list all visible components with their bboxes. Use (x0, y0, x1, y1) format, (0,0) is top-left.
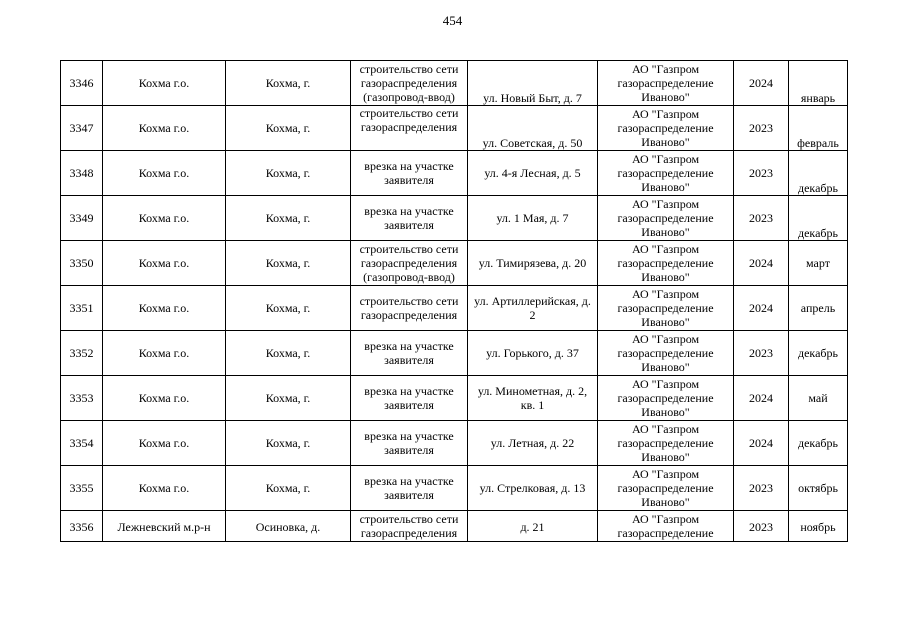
address-cell: ул. 1 Мая, д. 7 (468, 196, 598, 241)
year-cell: 2024 (734, 61, 789, 106)
address-cell: ул. 4-я Лесная, д. 5 (468, 151, 598, 196)
district-cell: Лежневский м.р-н (103, 511, 226, 542)
district-cell: Кохма г.о. (103, 196, 226, 241)
organization-cell: АО "Газпром газораспределение Иваново" (598, 376, 734, 421)
month-cell: январь (789, 61, 848, 106)
locality-cell: Кохма, г. (226, 106, 351, 151)
year-cell: 2023 (734, 196, 789, 241)
locality-cell: Кохма, г. (226, 376, 351, 421)
organization-cell: АО "Газпром газораспределение (598, 511, 734, 542)
district-cell: Кохма г.о. (103, 241, 226, 286)
row-number: 3346 (61, 61, 103, 106)
organization-cell: АО "Газпром газораспределение Иваново" (598, 331, 734, 376)
table-row (61, 331, 848, 376)
year-cell: 2023 (734, 331, 789, 376)
table-row (61, 376, 848, 421)
month-cell: декабрь (789, 151, 848, 196)
address-cell: ул. Артиллерийская, д. 2 (468, 286, 598, 331)
gas-distribution-table (60, 60, 848, 542)
year-cell: 2024 (734, 286, 789, 331)
year-cell: 2024 (734, 241, 789, 286)
address-cell: ул. Стрелковая, д. 13 (468, 466, 598, 511)
address-cell: ул. Минометная, д. 2, кв. 1 (468, 376, 598, 421)
district-cell: Кохма г.о. (103, 286, 226, 331)
district-cell: Кохма г.о. (103, 331, 226, 376)
year-cell: 2024 (734, 376, 789, 421)
month-cell: апрель (789, 286, 848, 331)
work-type-cell: врезка на участке заявителя (351, 466, 468, 511)
district-cell: Кохма г.о. (103, 106, 226, 151)
row-number: 3349 (61, 196, 103, 241)
row-number: 3356 (61, 511, 103, 542)
row-number: 3351 (61, 286, 103, 331)
table-row (61, 241, 848, 286)
organization-cell: АО "Газпром газораспределение Иваново" (598, 286, 734, 331)
month-cell: март (789, 241, 848, 286)
table-row (61, 106, 848, 151)
district-cell: Кохма г.о. (103, 151, 226, 196)
row-number: 3353 (61, 376, 103, 421)
locality-cell: Кохма, г. (226, 61, 351, 106)
organization-cell: АО "Газпром газораспределение Иваново" (598, 466, 734, 511)
table-row (61, 466, 848, 511)
work-type-cell: врезка на участке заявителя (351, 196, 468, 241)
year-cell: 2023 (734, 151, 789, 196)
locality-cell: Кохма, г. (226, 466, 351, 511)
organization-cell: АО "Газпром газораспределение Иваново" (598, 241, 734, 286)
district-cell: Кохма г.о. (103, 466, 226, 511)
month-cell: май (789, 376, 848, 421)
locality-cell: Осиновка, д. (226, 511, 351, 542)
year-cell: 2023 (734, 511, 789, 542)
address-cell: ул. Советская, д. 50 (468, 106, 598, 151)
year-cell: 2024 (734, 421, 789, 466)
organization-cell: АО "Газпром газораспределение Иваново" (598, 151, 734, 196)
table-row (61, 421, 848, 466)
address-cell: ул. Летная, д. 22 (468, 421, 598, 466)
month-cell: февраль (789, 106, 848, 151)
organization-cell: АО "Газпром газораспределение Иваново" (598, 61, 734, 106)
month-cell: октябрь (789, 466, 848, 511)
table-row (61, 286, 848, 331)
page-number: 454 (442, 13, 463, 28)
organization-cell: АО "Газпром газораспределение Иваново" (598, 196, 734, 241)
locality-cell: Кохма, г. (226, 286, 351, 331)
organization-cell: АО "Газпром газораспределение Иваново" (598, 421, 734, 466)
row-number: 3354 (61, 421, 103, 466)
work-type-cell: врезка на участке заявителя (351, 331, 468, 376)
month-cell: декабрь (789, 196, 848, 241)
table-row (61, 61, 848, 106)
work-type-cell: врезка на участке заявителя (351, 421, 468, 466)
address-cell: ул. Новый Быт, д. 7 (468, 61, 598, 106)
year-cell: 2023 (734, 106, 789, 151)
table-body (61, 61, 848, 542)
locality-cell: Кохма, г. (226, 196, 351, 241)
work-type-cell: врезка на участке заявителя (351, 151, 468, 196)
address-cell: ул. Горького, д. 37 (468, 331, 598, 376)
work-type-cell: врезка на участке заявителя (351, 376, 468, 421)
year-cell: 2023 (734, 466, 789, 511)
month-cell: декабрь (789, 421, 848, 466)
work-type-cell: строительство сети газораспределения (газопровод-ввод) (351, 61, 468, 106)
month-cell: декабрь (789, 331, 848, 376)
row-number: 3352 (61, 331, 103, 376)
work-type-cell: строительство сети газораспределения (351, 286, 468, 331)
locality-cell: Кохма, г. (226, 241, 351, 286)
table-row (61, 511, 848, 542)
district-cell: Кохма г.о. (103, 61, 226, 106)
work-type-cell: строительство сети газораспределения (газопровод-ввод) (351, 241, 468, 286)
month-cell: ноябрь (789, 511, 848, 542)
row-number: 3348 (61, 151, 103, 196)
row-number: 3355 (61, 466, 103, 511)
locality-cell: Кохма, г. (226, 151, 351, 196)
district-cell: Кохма г.о. (103, 376, 226, 421)
row-number: 3350 (61, 241, 103, 286)
organization-cell: АО "Газпром газораспределение Иваново" (598, 106, 734, 151)
work-type-cell: строительство сети газораспределения (351, 511, 468, 542)
locality-cell: Кохма, г. (226, 421, 351, 466)
table-row (61, 196, 848, 241)
address-cell: д. 21 (468, 511, 598, 542)
table-row (61, 151, 848, 196)
district-cell: Кохма г.о. (103, 421, 226, 466)
work-type-cell: строительство сети газораспределения (351, 106, 468, 151)
row-number: 3347 (61, 106, 103, 151)
address-cell: ул. Тимирязева, д. 20 (468, 241, 598, 286)
locality-cell: Кохма, г. (226, 331, 351, 376)
